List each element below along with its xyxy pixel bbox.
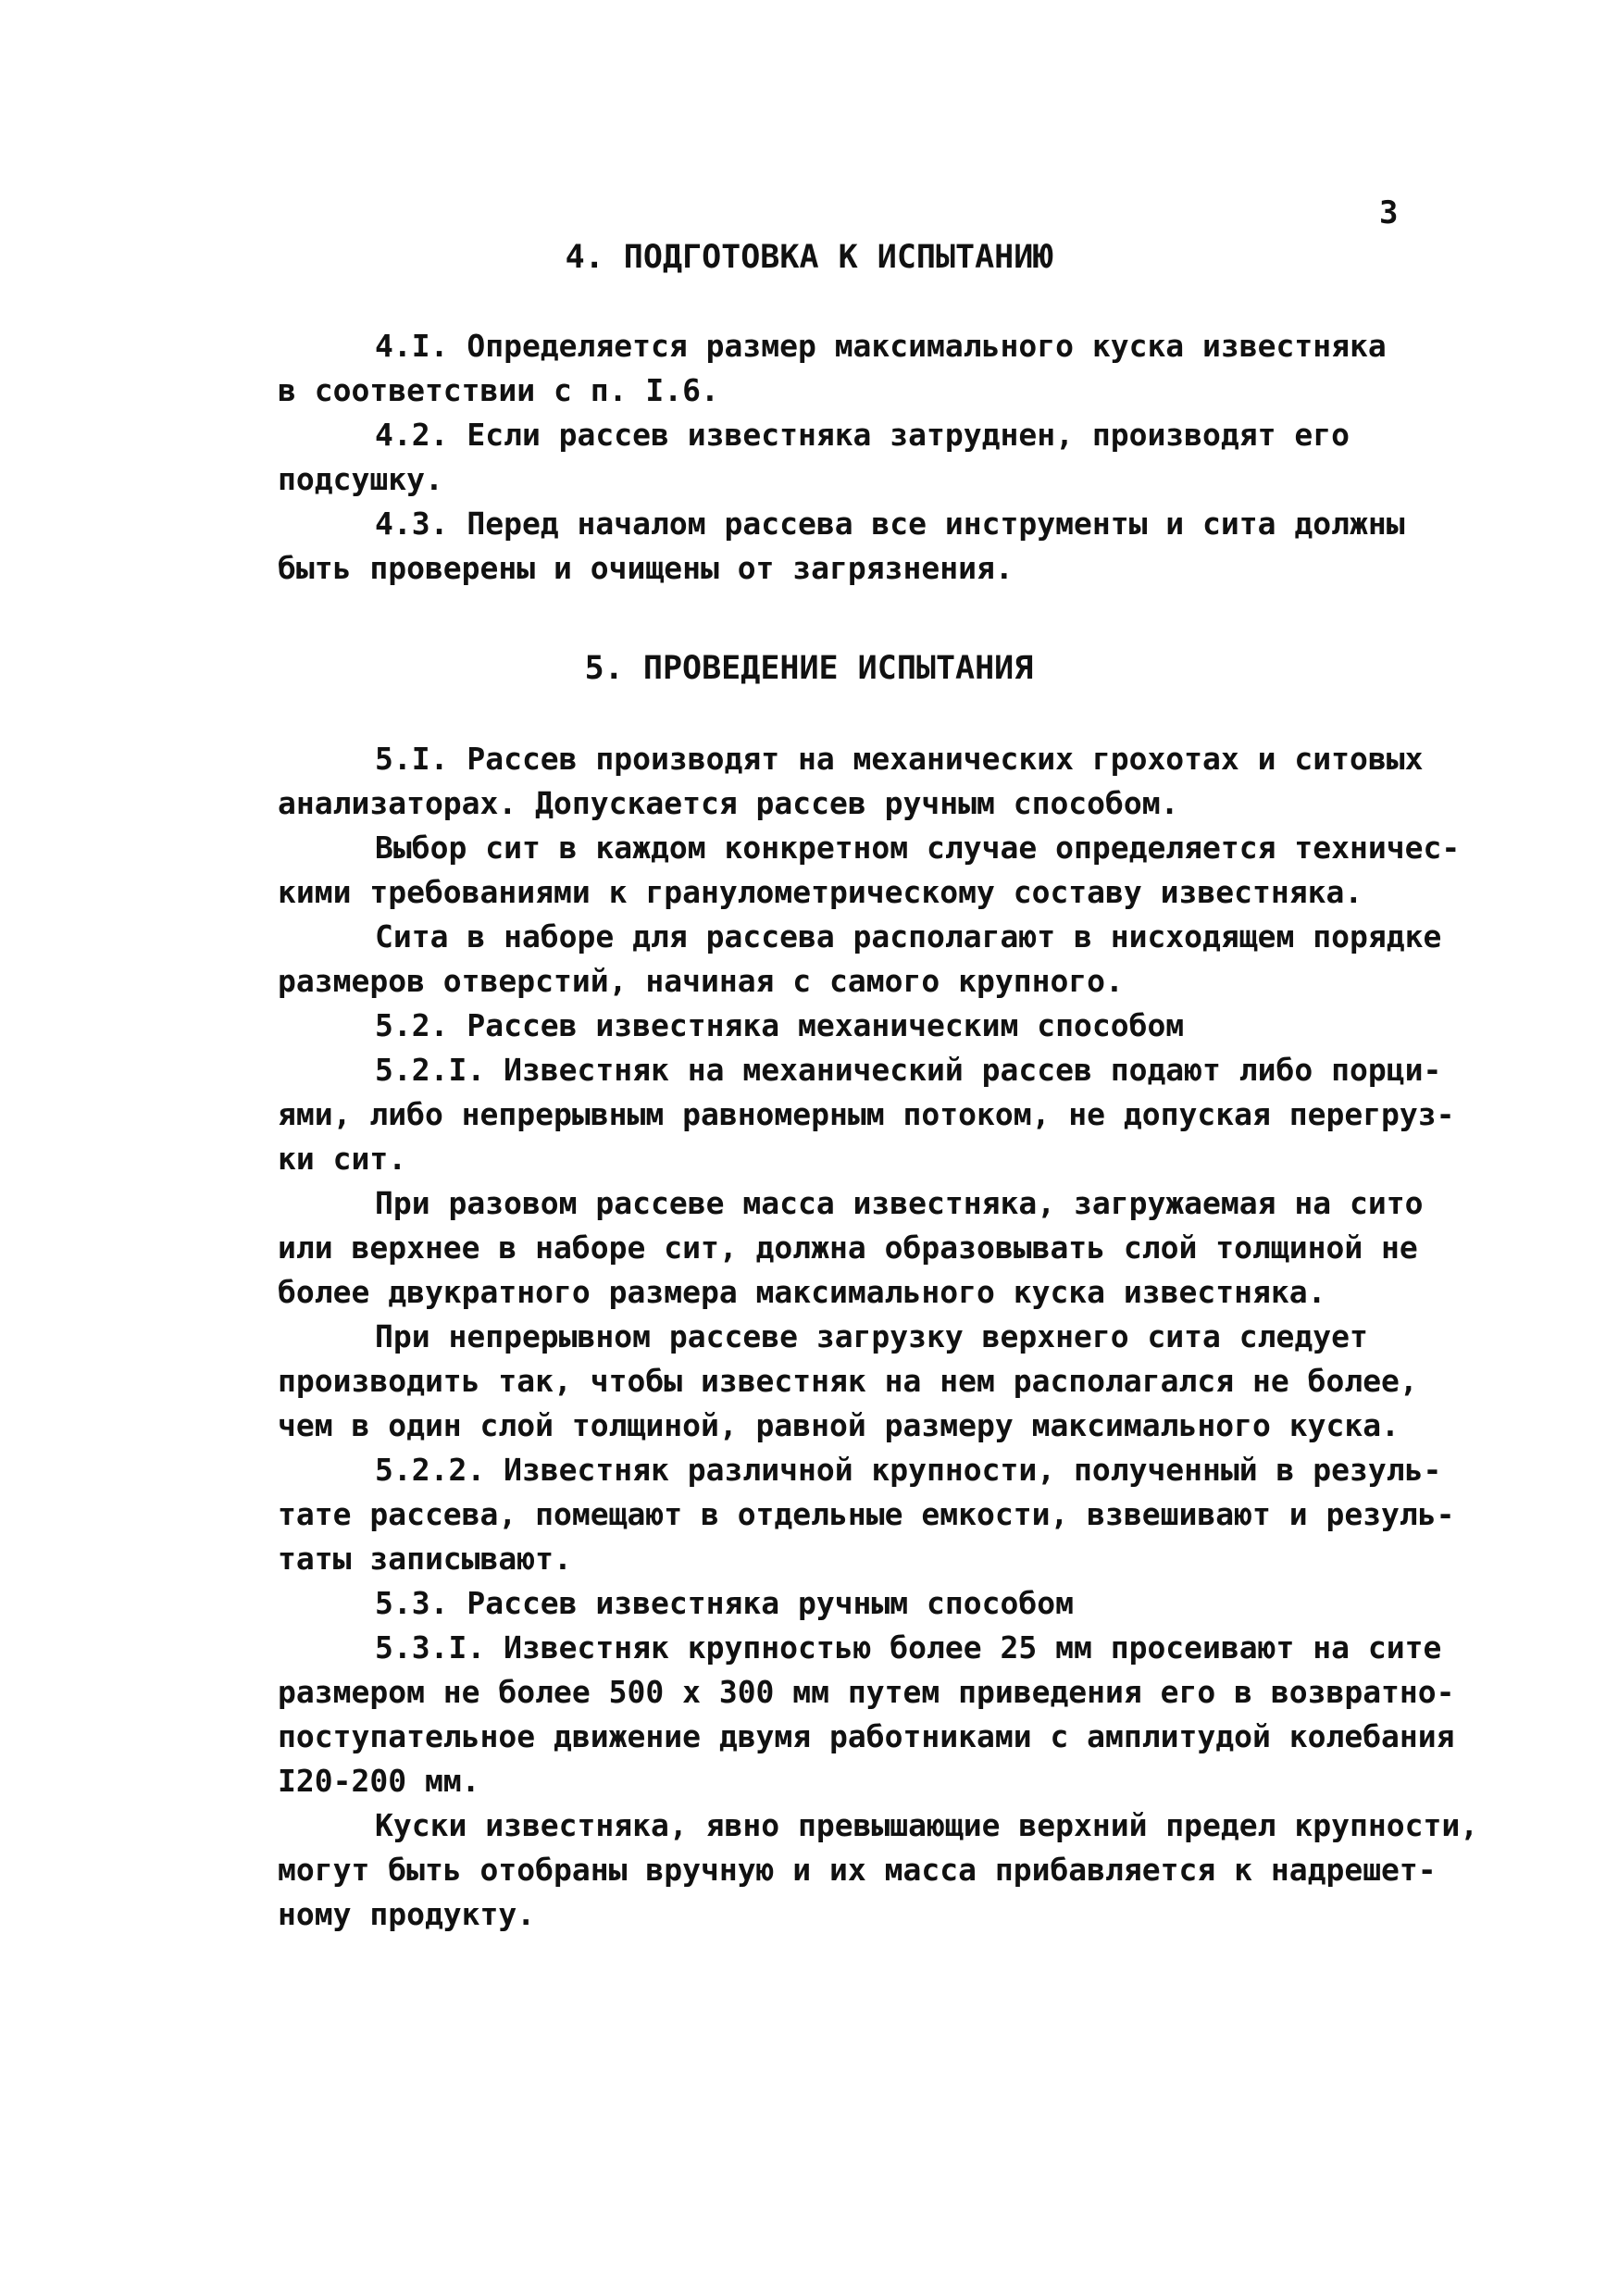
text-line: При непрерывном рассеве загрузку верхнего сита следует [375, 1318, 1368, 1354]
text-line: 5.2. Рассев известняка механическим способом [375, 1007, 1185, 1043]
section-4-heading: 4. ПОДГОТОВКА К ИСПЫТАНИЮ [565, 239, 1053, 276]
section-5-heading: 5. ПРОВЕДЕНИЕ ИСПЫТАНИЯ [584, 650, 1034, 687]
text-line: Сита в наборе для рассева располагают в нисходящем порядке [375, 918, 1442, 955]
section-5-body [278, 737, 1479, 1937]
text-line: ному продукту. [278, 1896, 536, 1932]
text-line: ки сит. [278, 1141, 407, 1177]
text-line: кими требованиями к гранулометрическому составу известняка. [278, 874, 1363, 910]
text-line: 5.3. Рассев известняка ручным способом [375, 1585, 1074, 1621]
text-line: 5.2.2. Известняк различной крупности, полученный в резуль- [375, 1452, 1442, 1488]
text-line: При разовом рассеве масса известняка, загружаемая на сито [375, 1185, 1424, 1221]
text-line: 4.3. Перед началом рассева все инструменты и сита должны [375, 505, 1405, 542]
text-line: чем в один слой толщиной, равной размеру максимального куска. [278, 1407, 1400, 1443]
text-line: I20-200 мм. [278, 1763, 480, 1799]
text-line: производить так, чтобы известняк на нем располагался не более, [278, 1363, 1418, 1399]
text-line: более двукратного размера максимального куска известняка. [278, 1274, 1326, 1310]
text-line: в соответствии с п. I.6. [278, 372, 719, 408]
section-4-body [278, 324, 1472, 591]
text-line: Выбор сит в каждом конкретном случае определяется техничес- [375, 830, 1461, 866]
text-line: 5.I. Рассев производят на механических грохотах и ситовых [375, 741, 1424, 777]
page-number: 3 [1379, 194, 1399, 231]
text-line: ями, либо непрерывным равномерным потоком, не допуская перегруз- [278, 1096, 1455, 1132]
text-line: быть проверены и очищены от загрязнения. [278, 550, 1014, 586]
text-line: анализаторах. Допускается рассев ручным способом. [278, 785, 1179, 821]
text-line: таты записывают. [278, 1541, 572, 1577]
text-line: 5.2.I. Известняк на механический рассев подают либо порци- [375, 1052, 1442, 1088]
text-line: 4.I. Определяется размер максимального куска известняка [375, 328, 1387, 364]
text-line: размером не более 500 х 300 мм путем приведения его в возвратно- [278, 1674, 1455, 1710]
text-line: размеров отверстий, начиная с самого крупного. [278, 963, 1124, 999]
text-line: подсушку. [278, 461, 443, 497]
text-line: Куски известняка, явно превышающие верхний предел крупности, [375, 1807, 1479, 1843]
text-line: могут быть отобраны вручную и их масса прибавляется к надрешет- [278, 1852, 1437, 1888]
text-line: поступательное движение двумя работниками с амплитудой колебания [278, 1718, 1455, 1754]
text-line: или верхнее в наборе сит, должна образовывать слой толщиной не [278, 1229, 1418, 1266]
text-line: 5.3.I. Известняк крупностью более 25 мм просеивают на сите [375, 1629, 1442, 1666]
text-line: 4.2. Если рассев известняка затруднен, производят его [375, 417, 1350, 453]
text-line: тате рассева, помещают в отдельные емкости, взвешивают и резуль- [278, 1496, 1455, 1532]
